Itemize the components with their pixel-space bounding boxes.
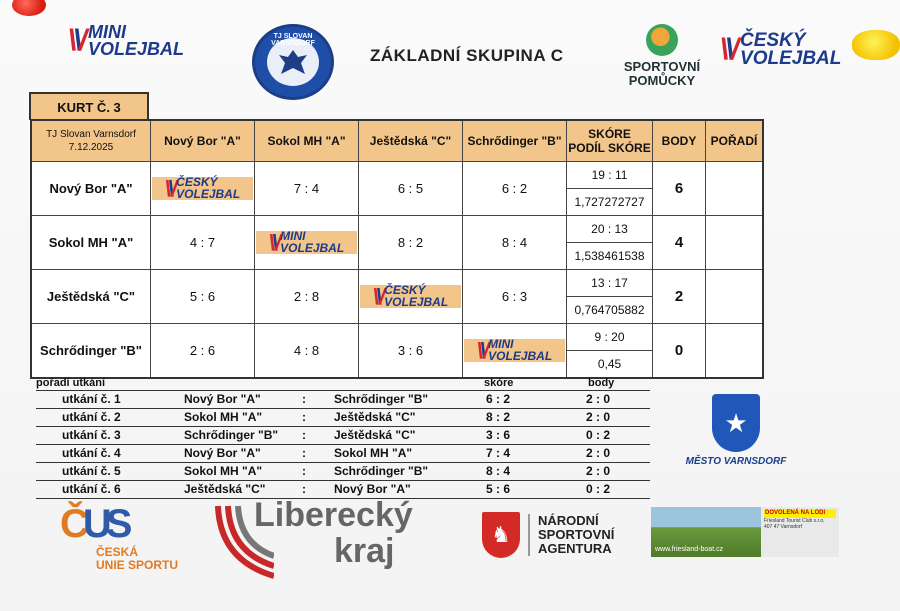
match-number: utkání č. 1 <box>62 392 121 406</box>
match-score-cell: 6 : 3 <box>463 270 567 324</box>
cesky-volejbal-line2: VOLEJBAL <box>740 48 842 70</box>
match-score-cell: 4 : 8 <box>255 324 359 379</box>
match-score: 8 : 2 <box>486 410 511 424</box>
red-pushpin <box>12 0 46 16</box>
logo-line1: MINI <box>280 229 306 244</box>
total-score-cell: 20 : 13 <box>567 216 653 243</box>
results-grid <box>30 119 764 379</box>
volleyball-v-icon: \\/ <box>164 175 175 201</box>
mini-volejbal-logo <box>256 231 357 254</box>
score-ratio-cell: 0,764705882 <box>567 297 653 324</box>
nsa-line1: NÁRODNÍ <box>538 512 599 528</box>
volleyball-v-icon: \\/ <box>68 24 85 58</box>
match-score: 7 : 4 <box>486 446 511 460</box>
match-separator: : <box>302 410 306 424</box>
match-rows <box>36 391 650 499</box>
score-header <box>567 120 653 162</box>
cesky-volejbal-line1: ČESKÝ <box>740 30 806 51</box>
liberecky-text: Liberecký <box>254 496 413 534</box>
match-points: 0 : 2 <box>586 482 611 496</box>
match-separator: : <box>302 428 306 442</box>
match-row <box>36 445 650 463</box>
logo-line1: ČESKÝ <box>384 283 426 298</box>
logo-line1: ČESKÝ <box>176 175 218 190</box>
away-team: Sokol MH "A" <box>334 446 413 460</box>
cesky-volejbal-logo <box>152 177 253 200</box>
windmill-photo <box>651 507 761 557</box>
grid-body <box>31 162 763 379</box>
grid-row <box>31 270 763 297</box>
column-header: Sokol MH "A" <box>255 120 359 162</box>
score-ratio-cell: 1,727272727 <box>567 189 653 216</box>
match-separator: : <box>302 464 306 478</box>
liberecky-kraj-logo <box>214 496 444 580</box>
court-label: KURT Č. 3 <box>29 92 149 120</box>
cesky-volejbal-logo <box>360 285 461 308</box>
match-score-cell: 2 : 6 <box>151 324 255 379</box>
page-title: ZÁKLADNÍ SKUPINA C <box>370 46 564 65</box>
match-number: utkání č. 4 <box>62 446 121 460</box>
match-order-list <box>36 376 650 499</box>
sport-ball-icon <box>646 24 678 56</box>
logo-line1: MINI <box>488 337 514 352</box>
corner-date: 7.12.2025 <box>68 142 114 153</box>
star-moon-shield-icon: ★ <box>712 394 760 452</box>
points-cell: 4 <box>653 216 706 270</box>
volleyball-v-icon: \\/ <box>476 337 487 363</box>
match-list-title: pořadí utkání <box>36 377 106 389</box>
match-points: 0 : 2 <box>586 428 611 442</box>
score-ratio-cell: 1,538461538 <box>567 243 653 270</box>
order-cell <box>706 162 764 216</box>
total-score-cell: 9 : 20 <box>567 324 653 351</box>
total-score-cell: 19 : 11 <box>567 162 653 189</box>
away-team: Schrődinger "B" <box>334 392 429 406</box>
match-score-cell: 4 : 7 <box>151 216 255 270</box>
volleyball-v-icon: \\/ <box>268 229 279 255</box>
match-number: utkání č. 5 <box>62 464 121 478</box>
order-cell <box>706 270 764 324</box>
points-cell: 2 <box>653 270 706 324</box>
crest-text: TJ SLOVAN VARNSDORF <box>271 33 315 47</box>
match-separator: : <box>302 392 306 406</box>
total-score-cell: 13 : 17 <box>567 270 653 297</box>
home-team: Sokol MH "A" <box>184 410 263 424</box>
points-cell: 6 <box>653 162 706 216</box>
row-team-label: Nový Bor "A" <box>31 162 151 216</box>
match-row <box>36 409 650 427</box>
score-header-line2: PODÍL SKÓRE <box>568 141 651 155</box>
column-header: Schrődinger "B" <box>463 120 567 162</box>
away-team: Ještědská "C" <box>334 410 416 424</box>
kraj-text: kraj <box>334 532 395 570</box>
match-points: 2 : 0 <box>586 410 611 424</box>
away-team: Schrődinger "B" <box>334 464 429 478</box>
diagonal-logo-cell <box>359 270 463 324</box>
match-list-header <box>36 376 650 391</box>
match-points-label: body <box>588 377 615 389</box>
match-score-cell: 6 : 5 <box>359 162 463 216</box>
match-score-cell: 8 : 2 <box>359 216 463 270</box>
column-header: Nový Bor "A" <box>151 120 255 162</box>
home-team: Schrődinger "B" <box>184 428 279 442</box>
match-score: 6 : 2 <box>486 392 511 406</box>
match-score-cell: 5 : 6 <box>151 270 255 324</box>
sp-line1: SPORTOVNÍ <box>623 59 701 74</box>
grid-row <box>31 324 763 351</box>
home-team: Sokol MH "A" <box>184 464 263 478</box>
ceska-unie-sportu-logo <box>60 504 180 571</box>
match-score-cell: 7 : 4 <box>255 162 359 216</box>
match-score: 3 : 6 <box>486 428 511 442</box>
home-team: Nový Bor "A" <box>184 392 261 406</box>
mini-volejbal-logo <box>68 24 184 58</box>
match-row <box>36 391 650 409</box>
ad-title: DOVOLENÁ NA LODI <box>764 509 836 518</box>
row-team-label: Sokol MH "A" <box>31 216 151 270</box>
score-header-line1: SKÓRE <box>588 127 631 141</box>
match-number: utkání č. 6 <box>62 482 121 496</box>
volleyball-v-icon: \\/ <box>372 283 383 309</box>
sportovni-pomucky-logo <box>602 24 722 87</box>
mesto-varnsdorf-text: MĚSTO VARNSDORF <box>685 456 787 467</box>
sp-line2: POMŮCKY <box>628 72 696 88</box>
home-team: Nový Bor "A" <box>184 446 261 460</box>
logo-line2: VOLEJBAL <box>280 240 345 255</box>
cus-line2: UNIE SPORTU <box>96 557 179 572</box>
yellow-pushpin <box>852 30 900 60</box>
match-row <box>36 427 650 445</box>
match-points: 2 : 0 <box>586 446 611 460</box>
match-points: 2 : 0 <box>586 464 611 478</box>
mini-volejbal-logo <box>464 339 565 362</box>
cus-mark-icon: ČUS <box>60 502 127 546</box>
czech-lion-icon: ♞ <box>482 512 520 558</box>
match-score-label: skóre <box>484 377 514 389</box>
match-separator: : <box>302 446 306 460</box>
match-score-cell: 3 : 6 <box>359 324 463 379</box>
ad-site: www.friesland-boat.cz <box>655 546 724 553</box>
match-number: utkání č. 2 <box>62 410 121 424</box>
logo-line2: VOLEJBAL <box>176 186 241 201</box>
mini-volejbal-line2: VOLEJBAL <box>88 39 185 60</box>
away-team: Ještědská "C" <box>334 428 416 442</box>
cesky-volejbal-logo <box>720 32 841 68</box>
cus-line1: ČESKÁ <box>96 545 139 559</box>
logo-line2: VOLEJBAL <box>488 348 553 363</box>
diagonal-logo-cell <box>151 162 255 216</box>
match-score-cell: 2 : 8 <box>255 270 359 324</box>
match-score: 8 : 4 <box>486 464 511 478</box>
row-team-label: Schrődinger "B" <box>31 324 151 379</box>
volleyball-v-icon: \\/ <box>720 33 737 67</box>
points-cell: 0 <box>653 324 706 379</box>
points-header: BODY <box>653 120 706 162</box>
grid-row <box>31 216 763 243</box>
ad-org: Friesland Tourist Club s.r.o. <box>764 518 825 525</box>
narodni-sportovni-agentura-logo <box>482 512 614 558</box>
match-number: utkání č. 3 <box>62 428 121 442</box>
mini-volejbal-line1: MINI <box>88 22 127 42</box>
order-cell <box>706 216 764 270</box>
diagonal-logo-cell <box>463 324 567 379</box>
nsa-line2: SPORTOVNÍ <box>538 526 615 542</box>
row-team-label: Ještědská "C" <box>31 270 151 324</box>
order-cell <box>706 324 764 379</box>
order-header: POŘADÍ <box>706 120 764 162</box>
diagonal-logo-cell <box>255 216 359 270</box>
ad-city: 407 47 Varnsdorf <box>764 524 802 531</box>
match-score-cell: 6 : 2 <box>463 162 567 216</box>
match-points: 2 : 0 <box>586 392 611 406</box>
home-team: Ještědská "C" <box>184 482 266 496</box>
nsa-line3: AGENTURA <box>538 541 612 557</box>
grid-row <box>31 162 763 189</box>
friesland-ad-banner <box>651 507 839 557</box>
logo-line2: VOLEJBAL <box>384 294 449 309</box>
match-separator: : <box>302 482 306 496</box>
mesto-varnsdorf-logo <box>682 394 790 467</box>
column-header: Ještědská "C" <box>359 120 463 162</box>
match-score: 5 : 6 <box>486 482 511 496</box>
match-row <box>36 463 650 481</box>
match-score-cell: 8 : 4 <box>463 216 567 270</box>
grid-corner <box>31 120 151 162</box>
corner-club: TJ Slovan Varnsdorf <box>46 129 136 140</box>
tj-slovan-crest <box>252 24 334 100</box>
away-team: Nový Bor "A" <box>334 482 411 496</box>
score-ratio-cell: 0,45 <box>567 351 653 379</box>
